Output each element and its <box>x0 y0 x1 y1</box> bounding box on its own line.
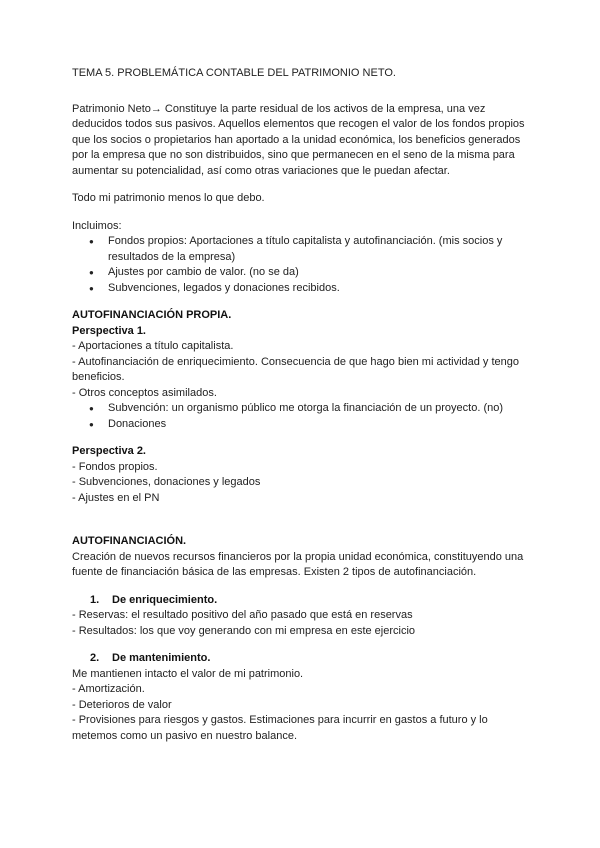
list-item: ● Fondos propios: Aportaciones a título capitalista y autofinanciación. (mis socios y resultados de la empresa) <box>72 234 532 265</box>
numbered-heading <box>72 651 532 667</box>
patrimonio-note: Todo mi patrimonio menos lo que debo. <box>72 192 265 204</box>
document-title: TEMA 5. PROBLEMÁTICA CONTABLE DEL PATRIMONIO NETO. <box>72 67 396 79</box>
list-item: ● Donaciones <box>72 417 532 433</box>
autofinanciacion-type-2 <box>72 651 532 667</box>
list-item: ● Subvención: un organismo público me otorga la financiación de un proyecto. (no) <box>72 401 532 417</box>
list-number: 2. <box>90 652 100 664</box>
document-page <box>72 66 532 744</box>
autofinanciacion-description: Creación de nuevos recursos financieros por la propia unidad económica, constituyendo una fuente de financiación básica de las empresas. Existen 2 tipos de autofinanciación. <box>72 550 524 578</box>
numbered-heading-label: De mantenimiento. <box>112 652 211 664</box>
section-heading-autofinanciacion: AUTOFINANCIACIÓN. <box>72 535 187 547</box>
text-line: - Provisiones para riesgos y gastos. Estimaciones para incurrir en gastos a futuro y lo metemos como un pasivo en nuestro balance. <box>72 714 488 742</box>
subheading-perspectiva-1: Perspectiva 1. <box>72 324 146 337</box>
subheading-perspectiva-2: Perspectiva 2. <box>72 445 146 457</box>
text-line: - Resultados: los que voy generando con mi empresa en este ejercicio <box>72 624 416 637</box>
text-line: - Amortización. <box>72 683 145 695</box>
list-item: ● Ajustes por cambio de valor. (no se da) <box>72 265 532 281</box>
patrimonio-neto-definition: Patrimonio Neto→ Constituye la parte residual de los activos de la empresa, una vez deducidos todos sus pasivos. Aquellos elementos que recogen el valor de los fondos propios que los socios o propietarios han aportado a la unidad económica, los beneficios generados por la empresa que no son distribuidos, sino que permanecen en el seno de la misma para aumentar su potencialidad, así como otras variaciones que le puedan afectar. <box>72 102 525 177</box>
text-line: - Fondos propios. <box>72 460 158 473</box>
perspectiva-1-list <box>72 401 532 432</box>
numbered-heading-label: De enriquecimiento. <box>112 593 218 606</box>
text-line: - Autofinanciación de enriquecimiento. Consecuencia de que hago bien mi actividad y tengo beneficios. <box>72 355 520 383</box>
includes-list <box>72 234 532 296</box>
autofinanciacion-type-1 <box>72 593 532 609</box>
includes-label: Incluimos: <box>72 219 122 232</box>
numbered-heading <box>72 593 532 609</box>
list-number: 1. <box>90 593 100 606</box>
text-line: Me mantienen intacto el valor de mi patrimonio. <box>72 667 304 680</box>
text-line: - Otros conceptos asimilados. <box>72 386 217 399</box>
text-line: - Aportaciones a título capitalista. <box>72 340 234 352</box>
section-heading-autofinanciacion-propia: AUTOFINANCIACIÓN PROPIA. <box>72 309 232 321</box>
text-line: - Deterioros de valor <box>72 698 172 711</box>
list-item: ● Subvenciones, legados y donaciones recibidos. <box>72 281 532 297</box>
text-line: - Reservas: el resultado positivo del año pasado que está en reservas <box>72 609 413 621</box>
text-line: - Subvenciones, donaciones y legados <box>72 476 261 488</box>
text-line: - Ajustes en el PN <box>72 491 160 504</box>
